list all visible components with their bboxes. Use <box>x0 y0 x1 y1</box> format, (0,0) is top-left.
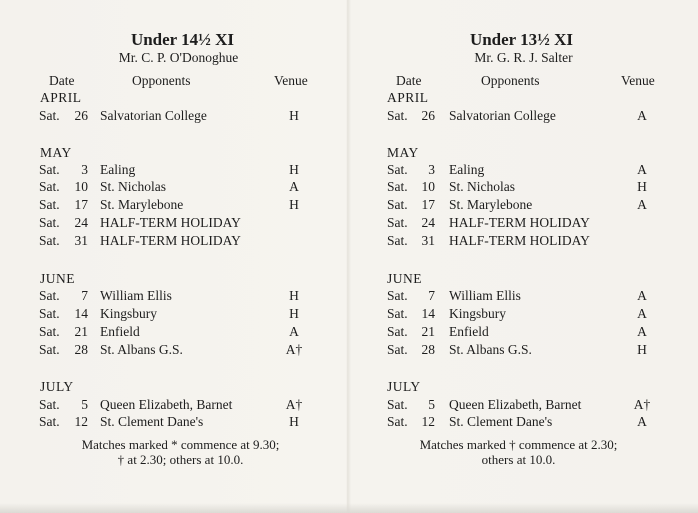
team-master: Mr. G. R. J. Salter <box>474 50 573 65</box>
fixture-venue: A <box>637 288 647 303</box>
fixture-date: 5 <box>81 397 88 412</box>
fixture-opponent: Salvatorian College <box>100 108 207 123</box>
fixture-date: 5 <box>428 397 435 412</box>
start-times-note <box>6 437 355 467</box>
fixture-venue: H <box>289 414 299 429</box>
fixture-opponent: Queen Elizabeth, Barnet <box>100 397 233 412</box>
note-line: others at 10.0. <box>481 452 556 467</box>
fixture-day: Sat. <box>387 342 408 357</box>
fixture-venue: A <box>637 414 647 429</box>
fixture-date: 31 <box>74 233 88 248</box>
fixture-day: Sat. <box>387 162 408 177</box>
fixture-date: 24 <box>74 215 88 230</box>
fixture-row <box>349 324 698 342</box>
fixture-row <box>349 397 698 415</box>
under-13-page <box>349 0 698 513</box>
date-header: Date <box>49 73 75 88</box>
fixture-row <box>0 342 349 360</box>
fixture-date: 12 <box>74 414 88 429</box>
fixture-opponent: Salvatorian College <box>449 108 556 123</box>
fixture-row <box>0 108 349 126</box>
fixture-day: Sat. <box>39 108 60 123</box>
fixture-day: Sat. <box>387 197 408 212</box>
fixture-date: 14 <box>421 306 435 321</box>
fixture-opponent: HALF-TERM HOLIDAY <box>449 215 590 230</box>
fixture-day: Sat. <box>387 414 408 429</box>
fixture-day: Sat. <box>39 306 60 321</box>
fixture-date: 28 <box>421 342 435 357</box>
fixture-venue: H <box>289 108 299 123</box>
fixture-row <box>349 233 698 251</box>
fixture-day: Sat. <box>387 179 408 194</box>
fixture-row <box>349 108 698 126</box>
fixture-opponent: St. Albans G.S. <box>449 342 532 357</box>
fixture-day: Sat. <box>39 414 60 429</box>
fixture-venue: A† <box>285 397 303 412</box>
fixture-row <box>349 179 698 197</box>
fixture-row <box>0 233 349 251</box>
fixture-row <box>0 324 349 342</box>
fixture-opponent: St. Clement Dane's <box>449 414 553 429</box>
fixture-venue: A† <box>285 342 303 357</box>
fixture-date: 26 <box>421 108 435 123</box>
fixture-opponent: Queen Elizabeth, Barnet <box>449 397 582 412</box>
fixture-opponent: Kingsbury <box>100 306 157 321</box>
fixture-row <box>0 197 349 215</box>
month-may: MAY <box>387 145 419 160</box>
fixture-date: 7 <box>81 288 88 303</box>
fixture-date: 21 <box>74 324 88 339</box>
month-june: JUNE <box>387 271 422 286</box>
fixture-day: Sat. <box>39 162 60 177</box>
month-june: JUNE <box>40 271 75 286</box>
month-may: MAY <box>40 145 72 160</box>
fixture-row <box>0 306 349 324</box>
fixture-day: Sat. <box>39 397 60 412</box>
card-bottom-edge <box>0 503 698 513</box>
fixture-row <box>349 342 698 360</box>
opponents-header: Opponents <box>481 73 540 88</box>
fixture-row <box>0 179 349 197</box>
fixture-opponent: St. Nicholas <box>100 179 166 194</box>
fixture-day: Sat. <box>387 288 408 303</box>
venue-header: Venue <box>274 73 308 88</box>
fixture-date: 3 <box>428 162 435 177</box>
fixture-day: Sat. <box>39 342 60 357</box>
fixture-venue: H <box>289 288 299 303</box>
fixture-row <box>0 162 349 180</box>
fixture-day: Sat. <box>39 197 60 212</box>
fixture-date: 28 <box>74 342 88 357</box>
fixture-date: 24 <box>421 215 435 230</box>
team-title: Under 14½ XI <box>130 30 235 49</box>
fixture-row <box>349 197 698 215</box>
fixture-row <box>349 288 698 306</box>
fixture-opponent: Enfield <box>449 324 489 339</box>
fixture-opponent: St. Marylebone <box>449 197 533 212</box>
fixture-row <box>0 215 349 233</box>
fixture-row <box>349 414 698 432</box>
fixture-venue: H <box>289 306 299 321</box>
fixture-venue: A <box>637 324 647 339</box>
fixture-opponent: St. Marylebone <box>100 197 184 212</box>
fixture-opponent: Ealing <box>100 162 136 177</box>
month-july: JULY <box>40 379 74 394</box>
note-line: † at 2.30; others at 10.0. <box>117 452 244 467</box>
venue-header: Venue <box>621 73 655 88</box>
fixture-opponent: St. Clement Dane's <box>100 414 204 429</box>
fixture-opponent: William Ellis <box>449 288 521 303</box>
fixture-opponent: St. Albans G.S. <box>100 342 183 357</box>
fixture-date: 26 <box>74 108 88 123</box>
fixture-venue: A <box>637 162 647 177</box>
fixture-venue: H <box>637 179 647 194</box>
fixture-day: Sat. <box>387 324 408 339</box>
note-line: Matches marked * commence at 9.30; <box>81 437 280 452</box>
fixture-date: 10 <box>74 179 88 194</box>
fixture-day: Sat. <box>39 233 60 248</box>
fixture-day: Sat. <box>387 306 408 321</box>
team-master: Mr. C. P. O'Donoghue <box>118 50 239 65</box>
fixture-row <box>349 215 698 233</box>
fixture-day: Sat. <box>39 215 60 230</box>
fixture-date: 3 <box>81 162 88 177</box>
fixture-date: 17 <box>421 197 435 212</box>
month-april: APRIL <box>387 90 429 105</box>
fixture-day: Sat. <box>39 324 60 339</box>
fixture-day: Sat. <box>387 215 408 230</box>
fixture-opponent: St. Nicholas <box>449 179 515 194</box>
fixture-opponent: HALF-TERM HOLIDAY <box>449 233 590 248</box>
note-line: Matches marked † commence at 2.30; <box>419 437 618 452</box>
fixture-day: Sat. <box>387 233 408 248</box>
fixture-opponent: William Ellis <box>100 288 172 303</box>
fixture-venue: A <box>637 306 647 321</box>
fixture-opponent: Enfield <box>100 324 140 339</box>
fixture-opponent: Ealing <box>449 162 485 177</box>
fixture-venue: H <box>289 162 299 177</box>
fixture-row <box>349 162 698 180</box>
fixture-venue: A <box>637 108 647 123</box>
fixture-date: 17 <box>74 197 88 212</box>
fixture-day: Sat. <box>387 397 408 412</box>
fixture-opponent: HALF-TERM HOLIDAY <box>100 215 241 230</box>
fixture-date: 31 <box>421 233 435 248</box>
fixture-day: Sat. <box>387 108 408 123</box>
fixture-row <box>0 288 349 306</box>
fixture-day: Sat. <box>39 288 60 303</box>
fixture-venue: H <box>289 197 299 212</box>
fixture-venue: A <box>289 179 299 194</box>
month-april: APRIL <box>40 90 82 105</box>
month-july: JULY <box>387 379 421 394</box>
fixture-venue: A <box>289 324 299 339</box>
fixture-day: Sat. <box>39 179 60 194</box>
opponents-header: Opponents <box>132 73 191 88</box>
date-header: Date <box>396 73 422 88</box>
fixture-row <box>349 306 698 324</box>
fixture-venue: A <box>637 197 647 212</box>
fixture-opponent: HALF-TERM HOLIDAY <box>100 233 241 248</box>
fixture-row <box>0 397 349 415</box>
team-title: Under 13½ XI <box>469 30 574 49</box>
fixture-date: 14 <box>74 306 88 321</box>
fixture-date: 7 <box>428 288 435 303</box>
fixture-date: 21 <box>421 324 435 339</box>
fixture-venue: H <box>637 342 647 357</box>
fixture-opponent: Kingsbury <box>449 306 506 321</box>
fixture-venue: A† <box>633 397 651 412</box>
start-times-note <box>344 437 693 467</box>
fixture-date: 10 <box>421 179 435 194</box>
fixture-row <box>0 414 349 432</box>
fixture-date: 12 <box>421 414 435 429</box>
